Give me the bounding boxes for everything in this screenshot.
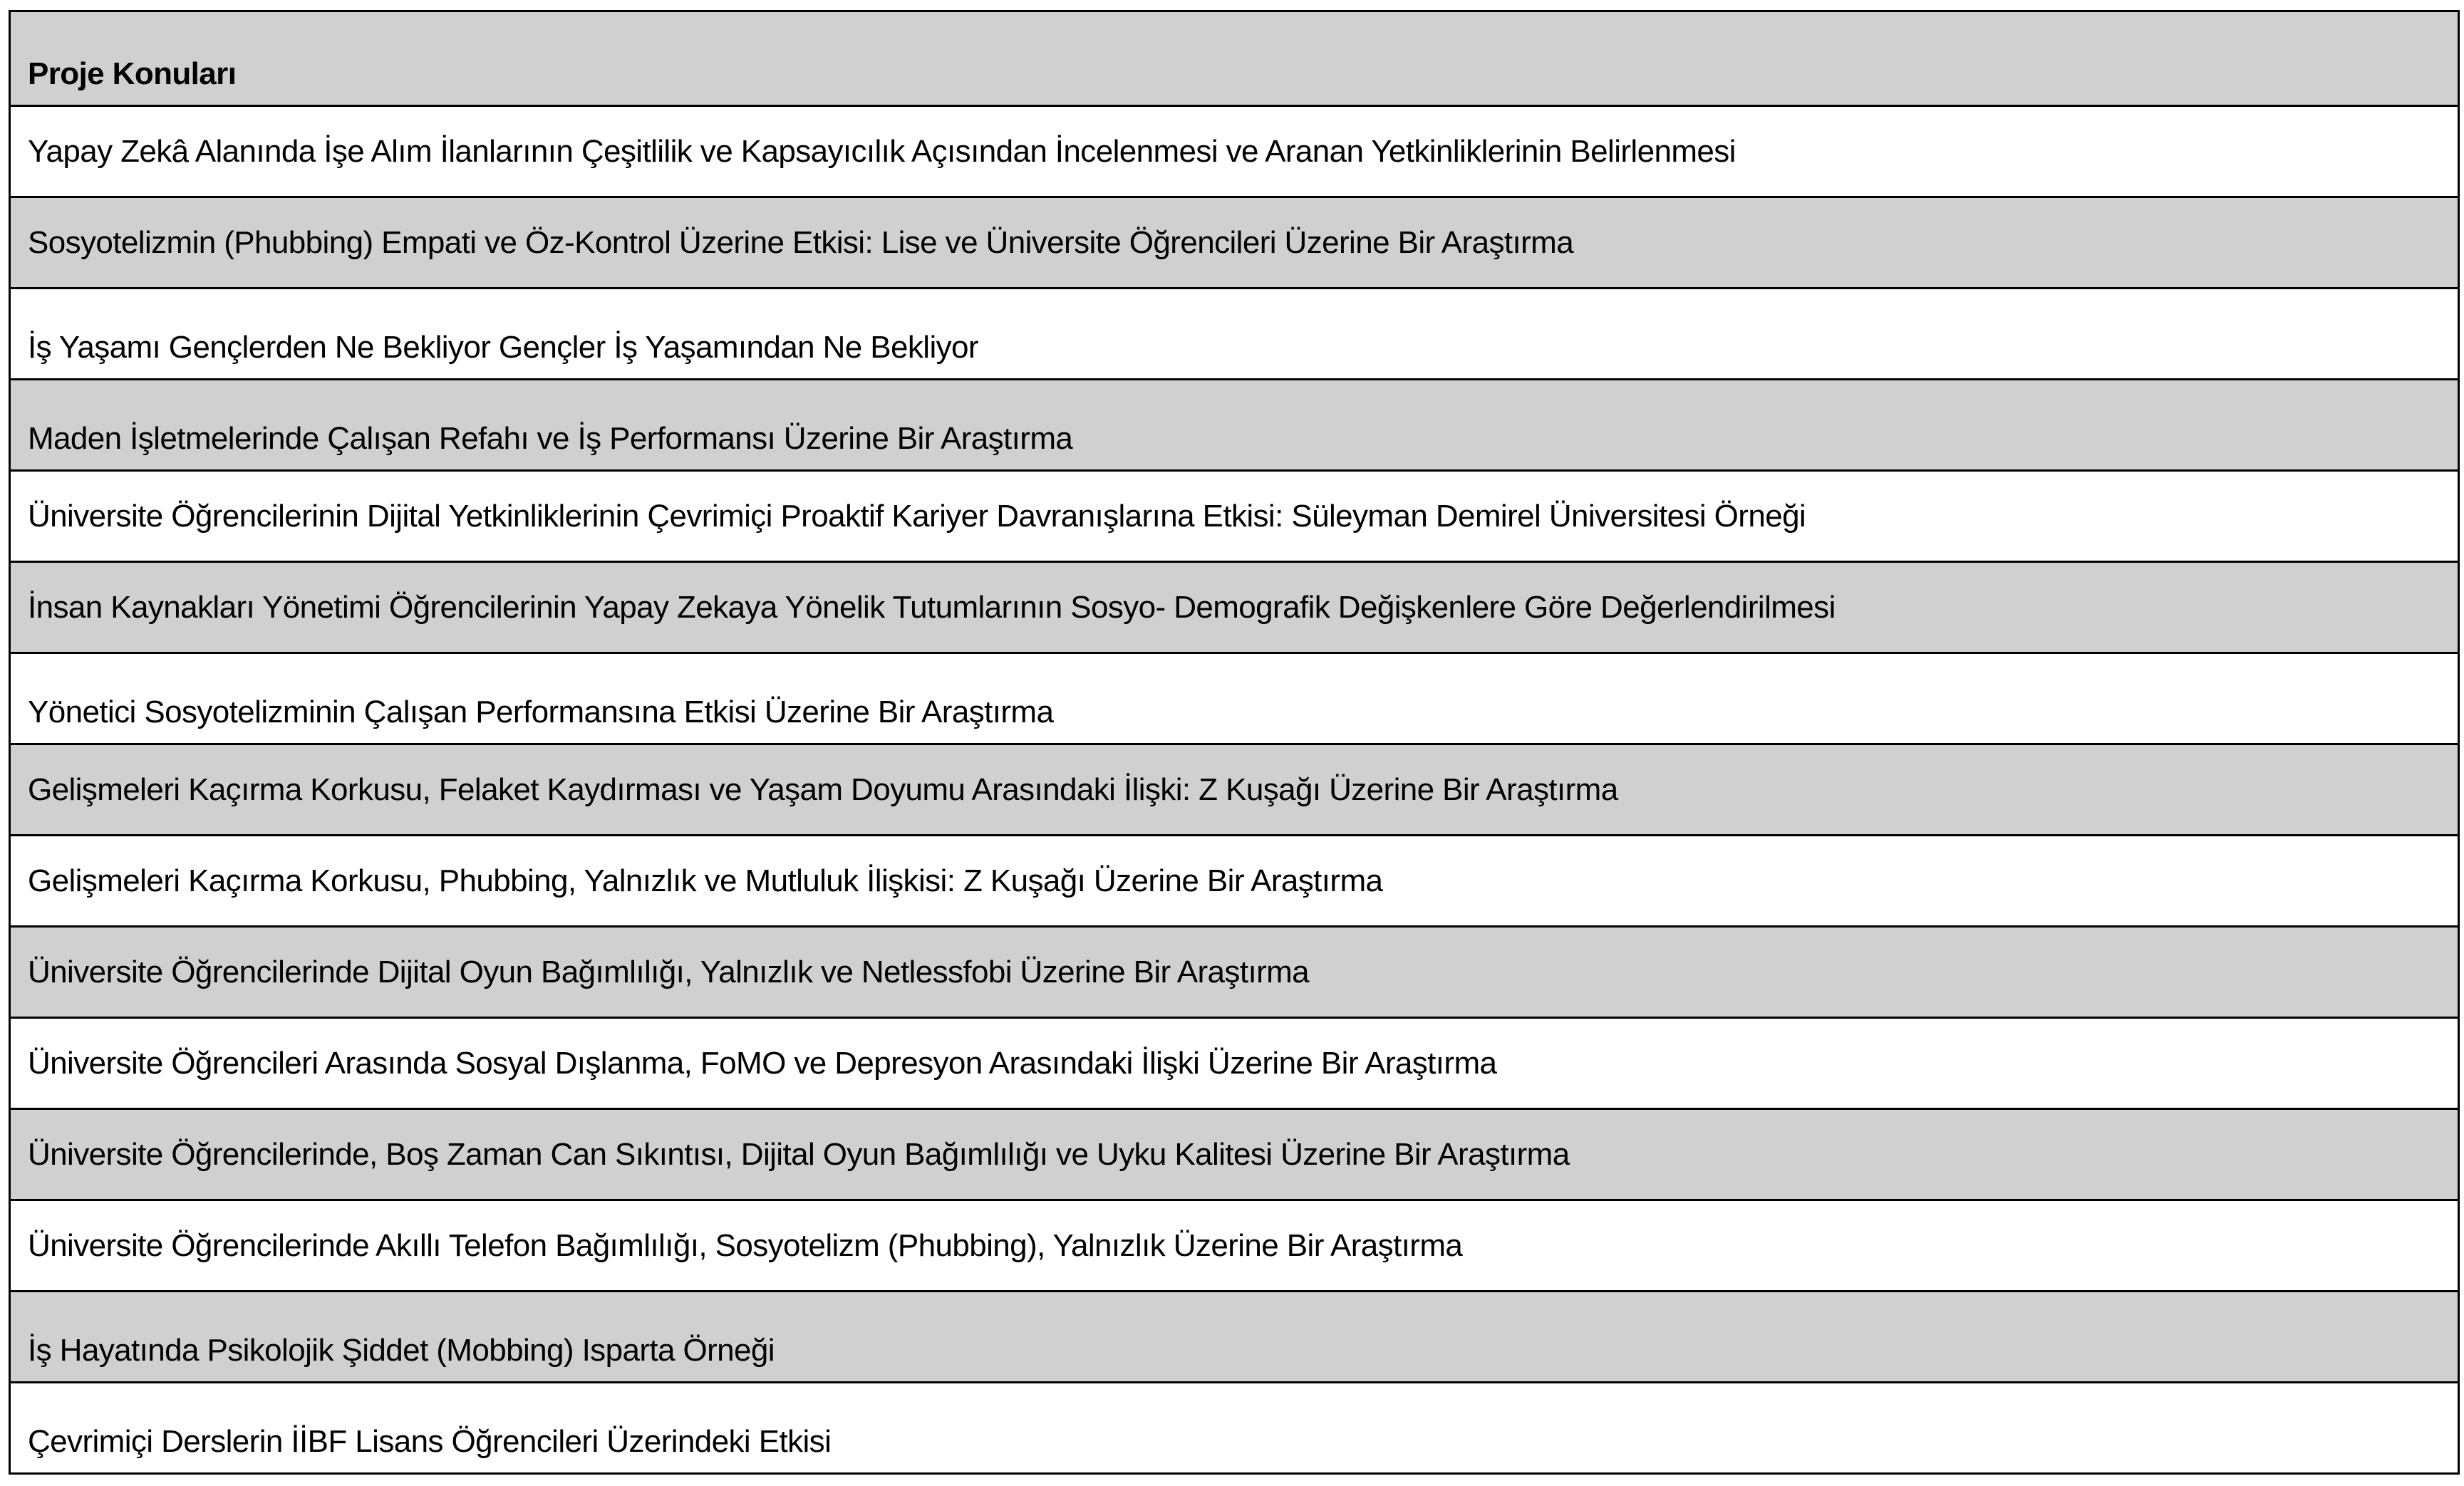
table-row — [11, 1108, 2458, 1199]
table-cell: Üniversite Öğrencilerinde, Boş Zaman Can Sıkıntısı, Dijital Oyun Bağımlılığı ve Uyku Kalitesi Üzerine Bir Araştırma — [28, 1136, 1570, 1172]
table-row — [11, 561, 2458, 652]
table-row — [11, 1017, 2458, 1108]
table-cell: Sosyotelizmin (Phubbing) Empati ve Öz-Kontrol Üzerine Etkisi: Lise ve Üniversite Öğrencileri Üzerine Bir Araştırma — [28, 224, 1574, 260]
table-row — [11, 652, 2458, 743]
table-row — [11, 1199, 2458, 1290]
project-topics-table — [9, 10, 2460, 1475]
table-row — [11, 105, 2458, 196]
table-cell: Gelişmeleri Kaçırma Korkusu, Felaket Kaydırması ve Yaşam Doyumu Arasındaki İlişki: Z Kuşağı Üzerine Bir Araştırma — [28, 771, 1618, 807]
table-row — [11, 1290, 2458, 1381]
table-row — [11, 925, 2458, 1017]
table-row — [11, 1381, 2458, 1472]
table-cell: İş Yaşamı Gençlerden Ne Bekliyor Gençler İş Yaşamından Ne Bekliyor — [28, 330, 978, 365]
table-row — [11, 469, 2458, 561]
table-header-row — [11, 12, 2458, 105]
table-cell: Gelişmeleri Kaçırma Korkusu, Phubbing, Yalnızlık ve Mutluluk İlişkisi: Z Kuşağı Üzerine Bir Araştırma — [28, 863, 1383, 898]
table-row — [11, 196, 2458, 287]
table-cell: Yönetici Sosyotelizminin Çalışan Performansına Etkisi Üzerine Bir Araştırma — [28, 695, 1054, 729]
table-cell: İş Hayatında Psikolojik Şiddet (Mobbing) Isparta Örneği — [28, 1333, 775, 1368]
table-row — [11, 378, 2458, 469]
table-row — [11, 743, 2458, 834]
table-cell: Üniversite Öğrencileri Arasında Sosyal Dışlanma, FoMO ve Depresyon Arasındaki İlişki Üzerine Bir Araştırma — [28, 1045, 1497, 1081]
table-cell: Üniversite Öğrencilerinde Akıllı Telefon Bağımlılığı, Sosyotelizm (Phubbing), Yalnızlık Üzerine Bir Araştırma — [28, 1227, 1463, 1263]
table-row — [11, 287, 2458, 378]
table-cell: Yapay Zekâ Alanında İşe Alım İlanlarının Çeşitlilik ve Kapsayıcılık Açısından İncelenmesi ve Aranan Yetkinliklerinin Belirlenmesi — [28, 133, 1736, 169]
table-cell: Üniversite Öğrencilerinin Dijital Yetkinliklerinin Çevrimiçi Proaktif Kariyer Davranışlarına Etkisi: Süleyman Demirel Üniversitesi Örneği — [28, 498, 1806, 534]
table-cell: İnsan Kaynakları Yönetimi Öğrencilerinin Yapay Zekaya Yönelik Tutumlarının Sosyo- Demografik Değişkenlere Göre Değerlendirilmesi — [28, 589, 1836, 625]
table-cell: Çevrimiçi Derslerin İİBF Lisans Öğrencileri Üzerindeki Etkisi — [28, 1424, 832, 1459]
table-cell: Maden İşletmelerinde Çalışan Refahı ve İş Performansı Üzerine Bir Araştırma — [28, 421, 1073, 456]
table-row — [11, 834, 2458, 925]
table-header-label: Proje Konuları — [28, 56, 237, 91]
table-cell: Üniversite Öğrencilerinde Dijital Oyun Bağımlılığı, Yalnızlık ve Netlessfobi Üzerine Bir Araştırma — [28, 954, 1310, 989]
